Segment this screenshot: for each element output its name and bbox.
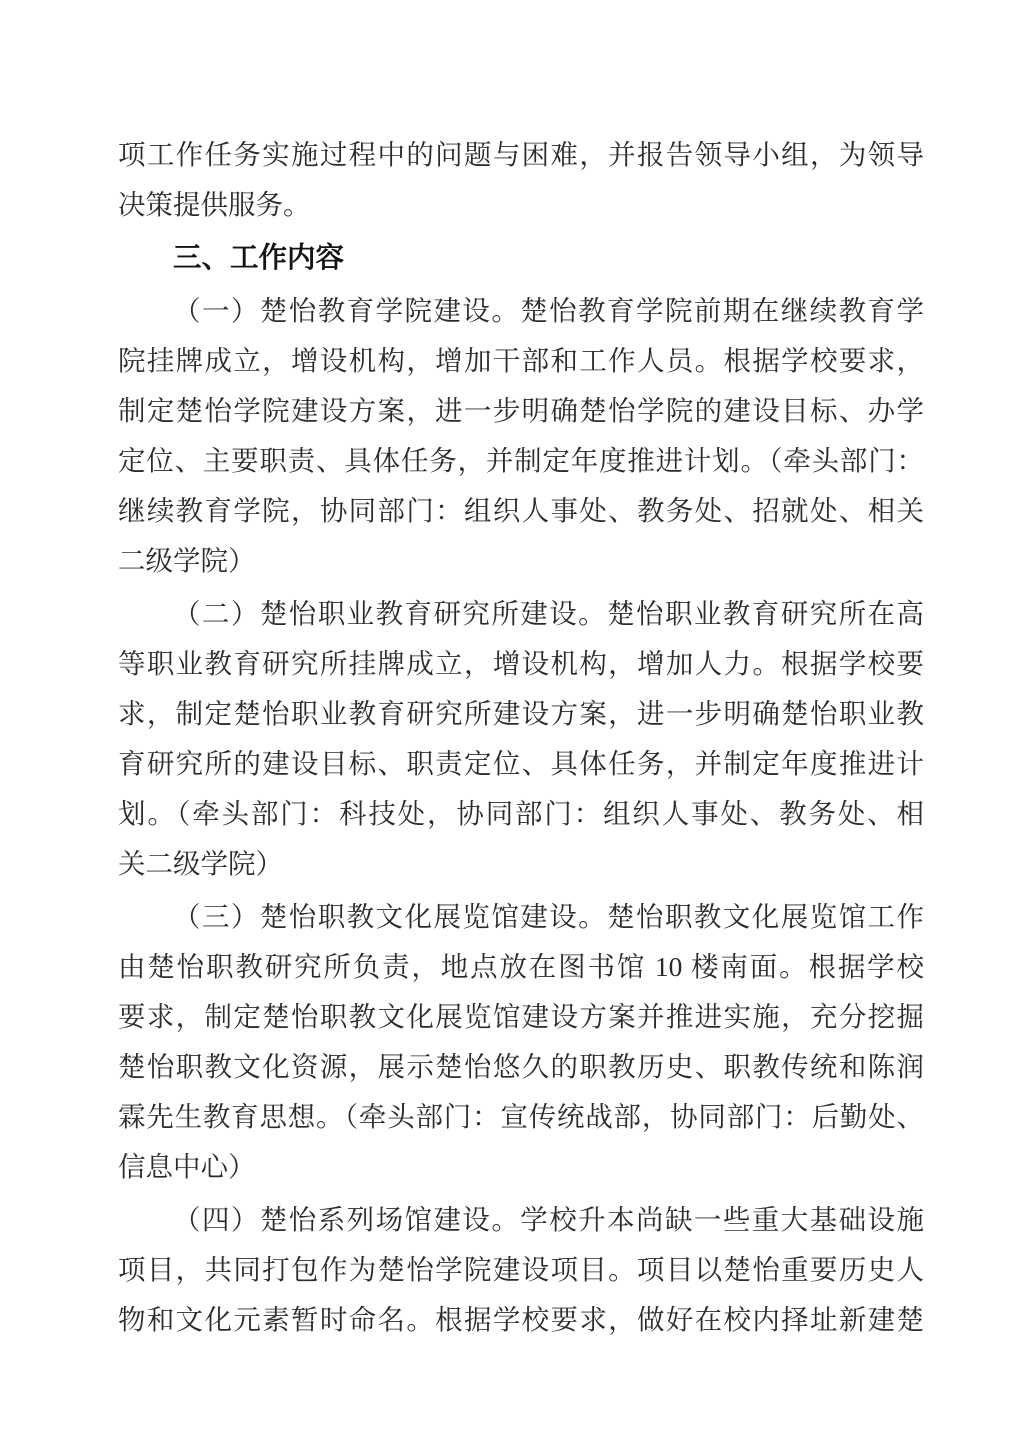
text-line: 决策提供服务。 (118, 189, 311, 220)
paragraph-item-4 (118, 1195, 924, 1345)
text-line: 求，制定楚怡职业教育研究所建设方案，进一步明确楚怡职业教 (118, 698, 924, 729)
text-line: （四）楚怡系列场馆建设。学校升本尚缺一些重大基础设施 (173, 1204, 924, 1235)
text-line: 等职业教育研究所挂牌成立，增设机构，增加人力。根据学校要 (118, 648, 924, 679)
text-line: 信息中心） (118, 1151, 256, 1182)
text-line: （三）楚怡职教文化展览馆建设。楚怡职教文化展览馆工作 (173, 901, 924, 932)
document-text-block (118, 130, 924, 1345)
section-heading-paragraph (118, 233, 924, 283)
text-line: 项目，共同打包作为楚怡学院建设项目。项目以楚怡重要历史人 (118, 1254, 924, 1285)
paragraph-item-2 (118, 589, 924, 889)
text-line: 院挂牌成立，增设机构，增加干部和工作人员。根据学校要求， (118, 345, 924, 376)
text-line: 要求，制定楚怡职教文化展览馆建设方案并推进实施，充分挖掘 (118, 1001, 924, 1032)
text-line: 物和文化元素暂时命名。根据学校要求，做好在校内择址新建楚 (118, 1304, 924, 1335)
paragraph-item-3 (118, 892, 924, 1192)
text-line: 二级学院） (118, 545, 256, 576)
text-line: （一）楚怡教育学院建设。楚怡教育学院前期在继续教育学 (173, 295, 924, 326)
paragraph-continuation (118, 130, 924, 230)
text-line: 关二级学院） (118, 848, 283, 879)
text-line: 育研究所的建设目标、职责定位、具体任务，并制定年度推进计 (118, 748, 924, 779)
text-line: 楚怡职教文化资源，展示楚怡悠久的职教历史、职教传统和陈润 (118, 1051, 924, 1082)
text-line: 继续教育学院，协同部门：组织人事处、教务处、招就处、相关 (118, 495, 924, 526)
text-line: 制定楚怡学院建设方案，进一步明确楚怡学院的建设目标、办学 (118, 395, 924, 426)
section-heading: 三、工作内容 (173, 242, 345, 274)
paragraph-item-1 (118, 286, 924, 586)
text-line: 项工作任务实施过程中的问题与困难，并报告领导小组，为领导 (118, 139, 924, 170)
text-line: 由楚怡职教研究所负责，地点放在图书馆 10 楼南面。根据学校 (118, 951, 924, 982)
text-line: （二）楚怡职业教育研究所建设。楚怡职业教育研究所在高 (173, 598, 924, 629)
text-line: 定位、主要职责、具体任务，并制定年度推进计划。（牵头部门： (118, 445, 924, 476)
text-line: 划。（牵头部门：科技处，协同部门：组织人事处、教务处、相 (118, 798, 924, 829)
text-line: 霖先生教育思想。（牵头部门：宣传统战部，协同部门：后勤处、 (118, 1101, 924, 1132)
